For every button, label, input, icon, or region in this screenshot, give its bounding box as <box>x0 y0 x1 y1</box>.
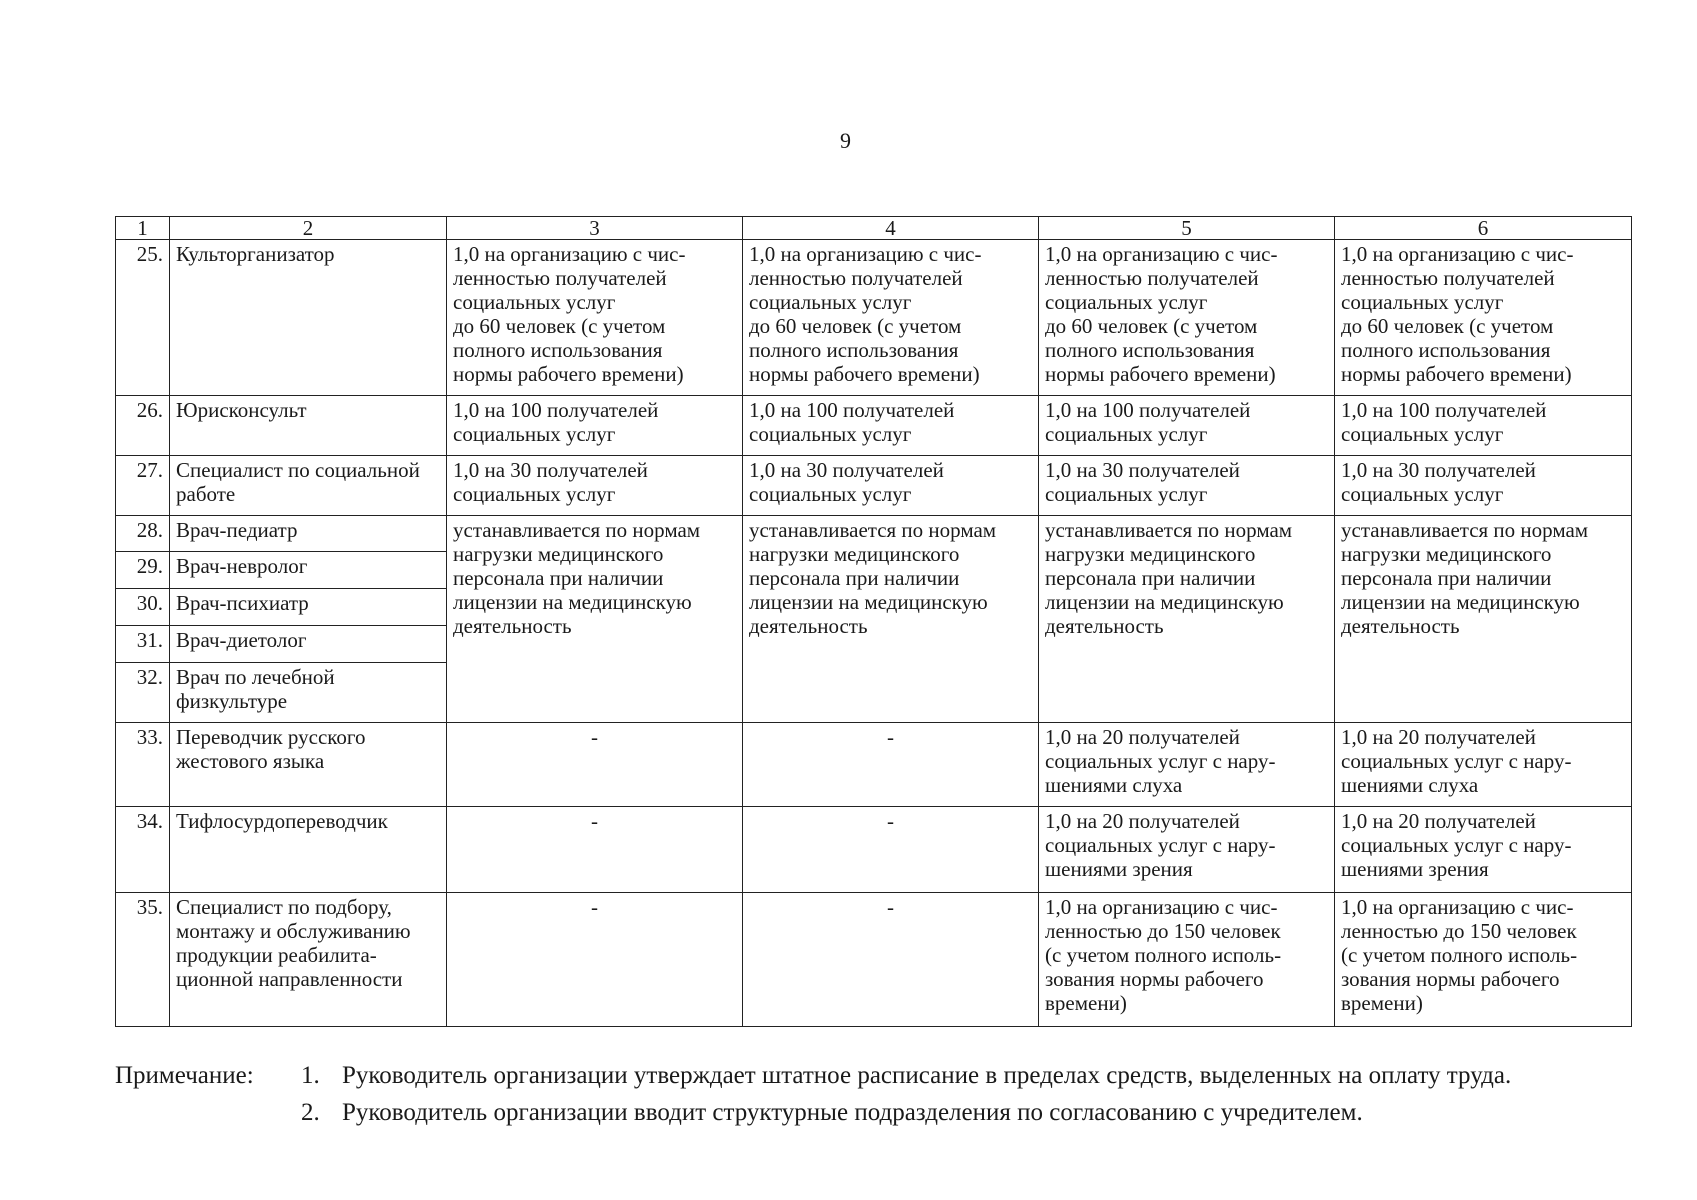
row-number: 30. <box>116 589 170 626</box>
position-name: Врач-диетолог <box>170 626 447 663</box>
position-name: Врач-невролог <box>170 552 447 589</box>
norm-col-4: - <box>743 807 1039 893</box>
position-name: Переводчик русского жестового языка <box>170 723 447 807</box>
table-row <box>116 807 1632 893</box>
staffing-norms-table <box>115 216 1632 1027</box>
norm-col-5: 1,0 на 30 получателей социальных услуг <box>1039 456 1335 516</box>
row-number: 25. <box>116 240 170 396</box>
position-name: Врач-психиатр <box>170 589 447 626</box>
norm-col-5: устанавливается по нормам нагрузки медицинского персонала при наличии лицензии на медицинскую деятельность <box>1039 516 1335 723</box>
norm-col-3: устанавливается по нормам нагрузки медицинского персонала при наличии лицензии на медицинскую деятельность <box>447 516 743 723</box>
position-name: Специалист по подбору, монтажу и обслуживанию продукции реабилита- ционной направленности <box>170 893 447 1027</box>
norm-col-5: 1,0 на 20 получателей социальных услуг с нару- шениями слуха <box>1039 723 1335 807</box>
norm-col-3: 1,0 на 100 получателей социальных услуг <box>447 396 743 456</box>
row-number: 32. <box>116 663 170 723</box>
norm-col-6: 1,0 на 20 получателей социальных услуг с нару- шениями зрения <box>1335 807 1632 893</box>
note-text: Руководитель организации утверждает штатное расписание в пределах средств, выделенных на оплату труда. <box>342 1062 1512 1089</box>
notes-label: Примечание: <box>115 1062 254 1089</box>
row-number: 29. <box>116 552 170 589</box>
norm-col-5: 1,0 на 20 получателей социальных услуг с нару- шениями зрения <box>1039 807 1335 893</box>
row-number: 34. <box>116 807 170 893</box>
norm-col-4: 1,0 на 100 получателей социальных услуг <box>743 396 1039 456</box>
norm-col-4: - <box>743 723 1039 807</box>
table-row <box>116 516 1632 552</box>
note-item <box>301 1099 1655 1126</box>
note-number: 2. <box>301 1099 320 1126</box>
norm-col-3: 1,0 на 30 получателей социальных услуг <box>447 456 743 516</box>
row-number: 27. <box>116 456 170 516</box>
norm-col-6: 1,0 на организацию с чис- ленностью до 150 человек (с учетом полного исполь- зования нормы рабочего времени) <box>1335 893 1632 1027</box>
norm-col-5: 1,0 на 100 получателей социальных услуг <box>1039 396 1335 456</box>
header-cell: 3 <box>447 217 743 240</box>
norm-col-3: 1,0 на организацию с чис- ленностью получателей социальных услуг до 60 человек (с учетом полного использования нормы рабочего времени) <box>447 240 743 396</box>
note-number: 1. <box>301 1062 320 1089</box>
header-cell: 6 <box>1335 217 1632 240</box>
table-row <box>116 396 1632 456</box>
row-number: 28. <box>116 516 170 552</box>
page-number: 9 <box>840 128 851 153</box>
norm-col-6: 1,0 на 30 получателей социальных услуг <box>1335 456 1632 516</box>
row-number: 33. <box>116 723 170 807</box>
header-cell: 4 <box>743 217 1039 240</box>
position-name: Культорганизатор <box>170 240 447 396</box>
norm-col-5: 1,0 на организацию с чис- ленностью получателей социальных услуг до 60 человек (с учетом полного использования нормы рабочего времени) <box>1039 240 1335 396</box>
row-number: 31. <box>116 626 170 663</box>
norm-col-4: устанавливается по нормам нагрузки медицинского персонала при наличии лицензии на медицинскую деятельность <box>743 516 1039 723</box>
note-text: Руководитель организации вводит структурные подразделения по согласованию с учредителем. <box>342 1099 1363 1126</box>
norm-col-3: - <box>447 807 743 893</box>
norm-col-3: - <box>447 893 743 1027</box>
table-header-row <box>116 217 1632 240</box>
norm-col-6: устанавливается по нормам нагрузки медицинского персонала при наличии лицензии на медицинскую деятельность <box>1335 516 1632 723</box>
table-row <box>116 456 1632 516</box>
table-row <box>116 723 1632 807</box>
table-row <box>116 240 1632 396</box>
position-name: Тифлосурдопереводчик <box>170 807 447 893</box>
norm-col-6: 1,0 на 100 получателей социальных услуг <box>1335 396 1632 456</box>
position-name: Врач-педиатр <box>170 516 447 552</box>
position-name: Юрисконсульт <box>170 396 447 456</box>
norm-col-4: 1,0 на 30 получателей социальных услуг <box>743 456 1039 516</box>
header-cell: 5 <box>1039 217 1335 240</box>
norm-col-6: 1,0 на 20 получателей социальных услуг с нару- шениями слуха <box>1335 723 1632 807</box>
row-number: 26. <box>116 396 170 456</box>
position-name: Специалист по социальной работе <box>170 456 447 516</box>
header-cell: 2 <box>170 217 447 240</box>
notes-section <box>115 1062 1655 1136</box>
row-number: 35. <box>116 893 170 1027</box>
note-item <box>115 1062 1655 1089</box>
header-cell: 1 <box>116 217 170 240</box>
norm-col-5: 1,0 на организацию с чис- ленностью до 150 человек (с учетом полного исполь- зования нормы рабочего времени) <box>1039 893 1335 1027</box>
position-name: Врач по лечебной физкультуре <box>170 663 447 723</box>
table-row <box>116 893 1632 1027</box>
norm-col-6: 1,0 на организацию с чис- ленностью получателей социальных услуг до 60 человек (с учетом полного использования нормы рабочего времени) <box>1335 240 1632 396</box>
norm-col-3: - <box>447 723 743 807</box>
norm-col-4: - <box>743 893 1039 1027</box>
norm-col-4: 1,0 на организацию с чис- ленностью получателей социальных услуг до 60 человек (с учетом полного использования нормы рабочего времени) <box>743 240 1039 396</box>
